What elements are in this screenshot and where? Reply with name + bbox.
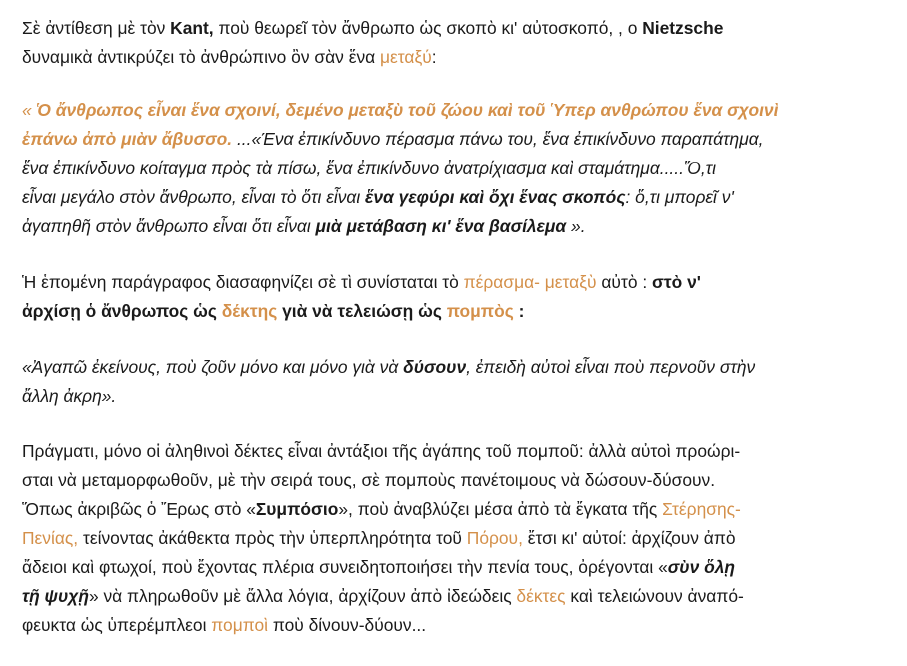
quote-text: ». — [566, 216, 586, 236]
quote-bold: μιὰ μετάβαση κι' ἕνα βασίλεμα — [315, 216, 567, 236]
quote-bold: ἕνα γεφύρι καὶ ὄχι ἕνας σκοπός — [365, 187, 626, 207]
quote-highlight: ἐπάνω ἀπὸ μιὰν ἄβυσσο. — [22, 129, 233, 149]
p5-text: καὶ τελειώνουν ἀναπό- — [565, 586, 744, 606]
p5-line-4 — [22, 526, 736, 550]
p1-text: Σὲ ἀντίθεση μὲ τὸν — [22, 18, 171, 38]
p3-line-1 — [22, 270, 701, 294]
p4-line-2 — [22, 384, 116, 408]
metaxy-highlight: μεταξύ — [380, 47, 432, 67]
p4-text: , ἐπειδὴ αὐτοὶ εἶναι ποὺ περνοῦν στὴν — [466, 357, 756, 377]
p4-text: «Ἀγαπῶ ἐκείνους, ποὺ ζοῦν μόνο και μόνο γιὰ νὰ — [22, 357, 404, 377]
dektes-highlight: δέκτες — [516, 586, 566, 606]
p5-line-2 — [22, 468, 715, 492]
p2-line-4 — [22, 185, 734, 209]
pompos-highlight: πομπὸς — [446, 301, 514, 321]
p5-text: ἔτσι κι' αὐτοί: ἀρχίζουν ἀπὸ — [522, 528, 736, 548]
p1-text: : — [431, 47, 437, 67]
quote-text: εἶναι μεγάλο στὸν ἄνθρωπο, εἶναι τὸ ὅτι εἶναι — [22, 187, 366, 207]
p2-line-1 — [22, 98, 778, 122]
quote-highlight: Ὁ ἄνθρωπος εἶναι ἕνα σχοινί, δεμένο μεταξὺ τοῦ ζώου καὶ τοῦ Ὑπερ ανθρώπου ἕνα σχοινὶ — [36, 100, 779, 120]
p1-text: δυναμικὰ ἀντικρύζει τὸ ἀνθρώπινο ὂν σὰν ἕνα — [22, 47, 381, 67]
p3-bold: ἀρχίσῃ ὁ ἄνθρωπος ὡς — [22, 301, 222, 321]
poros-highlight: Πόρου, — [466, 528, 523, 548]
p5-text: », ποὺ ἀναβλύζει μέσα ἀπὸ τὰ ἔγκατα τῆς — [338, 499, 663, 519]
p2-line-2 — [22, 127, 763, 151]
p5-line-6 — [22, 584, 744, 608]
p4-text: ἄλλη ἀκρη». — [22, 386, 117, 406]
p5-text: » νὰ πληρωθοῦν μὲ ἄλλα λόγια, ἀρχίζουν ἀπὸ ἰδεώδεις — [88, 586, 517, 606]
quote-open: « — [22, 100, 37, 120]
p5-line-1 — [22, 439, 740, 463]
p5-text: τείνοντας ἀκάθεκτα πρὸς τὴν ὑπερπληρότητα τοῦ — [78, 528, 467, 548]
p5-line-5 — [22, 555, 735, 579]
dektis-highlight: δέκτης — [221, 301, 278, 321]
quote-text: ...«Ένα ἐπικίνδυνο πέρασμα πάνω του, ἕνα ἐπικίνδυνο παραπάτημα, — [232, 129, 764, 149]
syn-oli-bold-italic: σὺν ὅλῃ — [667, 557, 735, 577]
quote-text: : ὅ,τι μπορεῖ ν' — [625, 187, 734, 207]
p1-line-1 — [22, 16, 723, 40]
p3-line-2 — [22, 299, 524, 323]
penia-highlight: Πενίας, — [22, 528, 79, 548]
symposio-bold: Συμπόσιο — [255, 499, 339, 519]
p5-text: Πράγματι, μόνο οἱ ἀληθινοὶ δέκτες εἶναι ἀντάξιοι τῆς ἀγάπης τοῦ πομποῦ: ἀλλὰ αὐτοὶ προώρι- — [22, 441, 741, 461]
p5-text: φευκτα ὡς ὑπερέμπλεοι — [22, 615, 212, 635]
nietzsche-name: Nietzsche — [642, 18, 724, 38]
p5-line-3 — [22, 497, 741, 521]
quote-text: ἕνα ἐπικίνδυνο κοίταγμα πρὸς τὰ πίσω, ἕνα ἐπικίνδυνο ἀνατρίχιασμα καὶ σταμάτημα.....Ὅ,τι — [22, 158, 717, 178]
p5-text: Ὅπως ἀκριβῶς ὁ Ἔρως στὸ « — [22, 499, 256, 519]
stерisis-highlight: Στέρησης- — [662, 499, 741, 519]
ti-psychi-bold-italic: τῇ ψυχῇ — [22, 586, 89, 606]
p5-text: σται νὰ μεταμορφωθοῦν, μὲ τὴν σειρά τους, σὲ πομποὺς πανέτοιμους νὰ δώσουν-δύσουν. — [22, 470, 716, 490]
p4-bold: δύσουν — [403, 357, 467, 377]
p2-line-5 — [22, 214, 586, 238]
p3-bold: : — [513, 301, 525, 321]
p5-text: ἄδειοι καὶ φτωχοί, ποὺ ἔχοντας πλέρια συνειδητοποιήσει τὴν πενία τους, ὀρέγονται « — [22, 557, 668, 577]
p3-text: Ἡ ἑπομένη παράγραφος διασαφηνίζει σὲ τὶ συνίσταται τὸ — [22, 272, 464, 292]
p1-line-2 — [22, 45, 437, 69]
pompoi-highlight: πομποὶ — [211, 615, 269, 635]
p5-line-7 — [22, 613, 426, 637]
p3-bold: στὸ ν' — [651, 272, 701, 292]
p2-line-3 — [22, 156, 716, 180]
kant-name: Kant, — [170, 18, 214, 38]
p3-bold: γιὰ νὰ τελειώσῃ ὡς — [277, 301, 447, 321]
quote-text: ἀγαπηθῆ στὸν ἄνθρωπο εἶναι ὅτι εἶναι — [22, 216, 316, 236]
passage-highlight: πέρασμα- μεταξὺ — [463, 272, 597, 292]
p4-line-1 — [22, 355, 755, 379]
p1-text: ποὺ θεωρεῖ τὸν ἄνθρωπο ὡς σκοπὸ κι' αὐτοσκοπό, , ο — [213, 18, 643, 38]
p3-text: αὐτὸ : — [596, 272, 652, 292]
p5-text: ποὺ δίνουν-δύουν... — [268, 615, 427, 635]
